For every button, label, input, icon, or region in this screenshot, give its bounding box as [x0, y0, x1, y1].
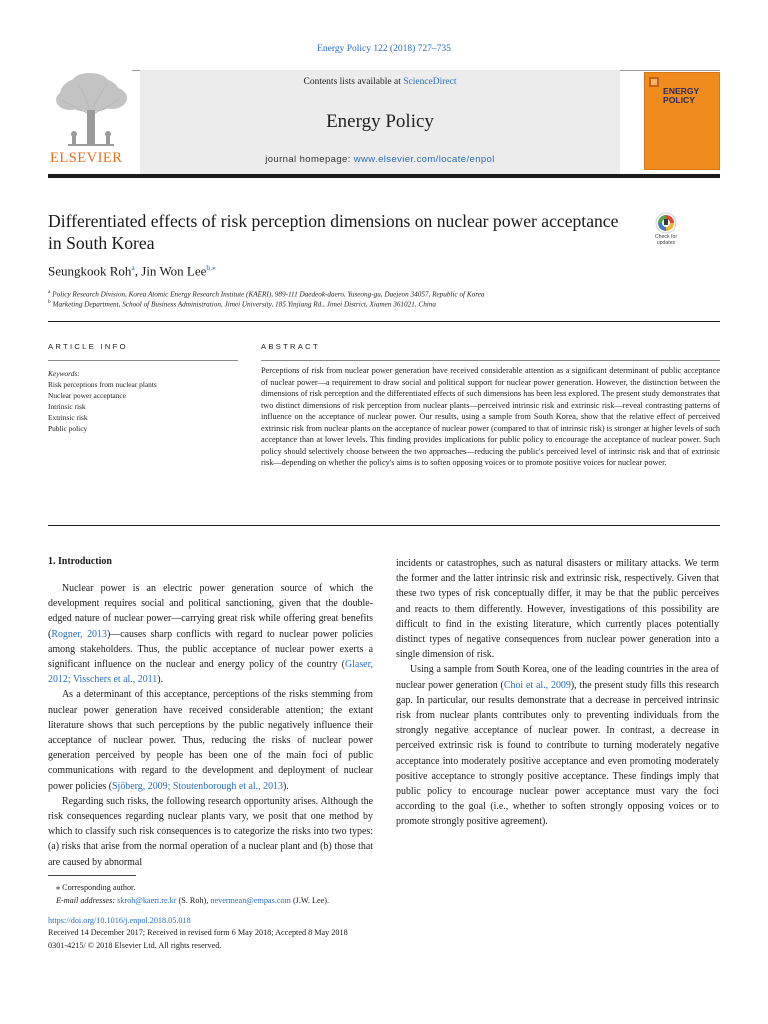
journal-name: Energy Policy: [326, 111, 434, 132]
article-title: Differentiated effects of risk perception dimensions on nuclear power acceptance in South Korea: [48, 211, 619, 253]
author-name: Seungkook Roh: [48, 263, 132, 279]
affiliation-b: [48, 299, 436, 308]
doi-link[interactable]: https://doi.org/10.1016/j.enpol.2018.05.018: [48, 916, 191, 925]
citation-link[interactable]: Choi et al., 2009: [503, 679, 571, 691]
journal-reference[interactable]: Energy Policy 122 (2018) 727–735: [317, 44, 451, 54]
author-name: Jin Won Lee: [141, 263, 207, 279]
journal-cover-thumbnail[interactable]: [644, 72, 720, 170]
masthead-bottom-rule: [48, 174, 720, 178]
keywords-label: Keywords:: [48, 369, 80, 378]
check-updates-label: [648, 235, 684, 246]
check-updates-line-1: Check for: [654, 234, 678, 240]
received-dates: Received 14 December 2017; Received in revised form 6 May 2018; Accepted 8 May 2018: [48, 928, 348, 938]
abstract-divider: [48, 525, 720, 526]
affiliation-text: Policy Research Division, Korea Atomic Energy Research Institute (KAERI), 989-111 Daedeok-daero, Yuseong-gu, Daejeon 34057, Republic of Korea: [50, 290, 485, 299]
body-paragraph: Regarding such risks, the following research opportunity arises. Although the risk consequences regarding nuclear plants vary, we posit that one method by which to classify such risk consequences is to categorize the risks into two types: (a) risks that arise from the normal operation of a nuclear plant and (b) those that are caused by abnormal: [48, 795, 373, 868]
contents-prefix: Contents lists available at: [303, 77, 404, 87]
abstract-text: Perceptions of risk from nuclear power generation have received considerable attention as a significant determinant of public acceptance of nuclear power—a requirement to draw social and political support for nuclear power generation. However, the distinction between the dimensions of risk perception and the differentiated effects of such dimensions has been less explored. The present study demonstrates that two distinct dimensions of risk perception from nuclear plants—perceived intrinsic risk and extrinsic risk—reveal contrasting patterns of influence on the acceptance of nuclear power. Our results, using a sample from South Korea, show that the relative effect of perceived extrinsic risk from nuclear plants on the acceptance of nuclear power (compared to that of intrinsic risk) is stronger at higher levels of such acceptance than at lower levels. This finding provides implications for public policy to encourage the acceptance of nuclear power. Such policy should selectively choose between the two approaches—reducing the public's perceived level of intrinsic risk and that of extrinsic risk—depending on whether the policy's aims is to soften opposing voices or to promote positive voices for nuclear power.: [261, 366, 720, 468]
abstract-heading: ABSTRACT: [261, 342, 320, 351]
affiliation-marker: a: [48, 289, 51, 295]
elsevier-tree-icon: [48, 70, 132, 150]
header-divider: [48, 321, 720, 322]
author-affiliation-marker[interactable]: a: [131, 263, 135, 272]
homepage-line: [140, 154, 620, 165]
cover-title-line-2: POLICY: [663, 95, 695, 105]
body-paragraph: [48, 687, 373, 793]
affiliation-marker: b: [48, 299, 51, 305]
homepage-prefix: journal homepage:: [265, 154, 354, 165]
body-column-right: [396, 556, 719, 830]
contents-line: [140, 77, 620, 87]
article-info-heading: ARTICLE INFO: [48, 342, 128, 351]
email-link[interactable]: skroh@kaeri.re.kr: [117, 895, 177, 905]
affiliation-a: [48, 289, 485, 298]
paragraph-text: ).: [157, 674, 164, 686]
keyword-item: Risk perceptions from nuclear plants: [48, 379, 157, 389]
author-affiliation-marker[interactable]: b,⁎: [206, 263, 216, 272]
masthead: [48, 70, 720, 174]
paragraph-text: ).: [282, 780, 289, 792]
article-info-rule: [48, 360, 238, 361]
author-list: [48, 263, 216, 279]
sciencedirect-link[interactable]: ScienceDirect: [403, 77, 457, 87]
cover-title: [663, 87, 699, 105]
body-paragraph: [396, 662, 719, 829]
email-owner: (J.W. Lee).: [290, 895, 330, 905]
author-separator: ,: [134, 263, 142, 279]
abstract-rule: [261, 360, 720, 361]
body-column-left: [48, 573, 373, 870]
check-for-updates-badge[interactable]: [648, 212, 684, 252]
footnote-rule: [48, 875, 136, 876]
journal-header-box: [140, 70, 620, 174]
homepage-link[interactable]: www.elsevier.com/locate/enpol: [353, 154, 495, 165]
email-footnote: [48, 895, 468, 908]
paragraph-text: Using a sample from South Korea, one of the leading countries in the area of nuclear power generation (: [396, 664, 719, 691]
paragraph-text: ), the present study fills this research gap. In particular, our results demonstrate that a decrease in perceived intrinsic risk from nuclear plants contributes only to preventing individuals from the strongly negative acceptance of nuclear power. In contrast, a decrease in perceived extrinsic risk is found to contribute to turning moderately negative acceptance into moderately positive acceptance and even promoting moderately positive acceptance to strongly positive acceptance. These findings imply that public policy to encourage nuclear power acceptance must vary the foci according to the goal (i.e., whether to soften strongly opposing voices or to promote strongly positive agreement).: [396, 679, 719, 828]
paragraph-text: Nuclear power is an electric power generation source of which the development requires social and political sanctioning, given that the double-edged nature of nuclear power—carrying great risk while offering great benefits (: [48, 583, 373, 640]
keyword-item: Intrinsic risk: [48, 401, 86, 411]
publisher-wordmark: ELSEVIER: [50, 150, 123, 166]
elsevier-logo[interactable]: [48, 70, 136, 174]
paragraph-text: As a determinant of this acceptance, perceptions of the risks stemming from nuclear power generation have received considerable attention; the extant literature shows that such perceptions by the public negatively influence their acceptance of nuclear power. Thus, reducing the risks of nuclear power generation perceived by people has been one of the main foci of public communications with regard to the development and deployment of nuclear power policies (: [48, 689, 373, 792]
email-owner: (S. Roh),: [176, 895, 211, 905]
cover-title-line-1: ENERGY: [663, 86, 700, 96]
body-paragraph: [48, 581, 373, 687]
keyword-item: Public policy: [48, 423, 88, 433]
section-heading-introduction: 1. Introduction: [48, 556, 112, 567]
copyright-line: 0301-4215/ © 2018 Elsevier Ltd. All rights reserved.: [48, 940, 222, 950]
keyword-item: Nuclear power acceptance: [48, 390, 126, 400]
check-updates-icon: [655, 212, 677, 234]
keywords-block: [48, 369, 238, 434]
body-paragraph: incidents or catastrophes, such as natural disasters or military attacks. We term the former and the latter intrinsic risk and extrinsic risk, respectively. Given that these two types of risk conceptually differ, it may be that the public perceives and reacts to them differently. However, investigations of this possibility are difficult to find in the existing literature, which currently places potentially distinct types of negative consequences from nuclear power generation into a single dimension of risk.: [396, 558, 719, 661]
paragraph-text: )—causes sharp conflicts with regard to nuclear power policies among stakeholders. Thus, the public acceptance of nuclear power exerts a significant influence on the nuclear and energy policy of the country (: [48, 628, 373, 671]
check-updates-line-2: updates: [656, 239, 676, 246]
citation-link[interactable]: Sjöberg, 2009; Stoutenborough et al., 2013: [112, 780, 283, 792]
email-label: E-mail addresses:: [56, 895, 118, 905]
affiliation-text: Marketing Department, School of Business Administration, Jimei University, 185 Yinjiang Rd., Jimei District, Xiamen 361021, China: [50, 300, 436, 309]
citation-link[interactable]: Rogner, 2013: [51, 628, 107, 640]
corresponding-author-note: ⁎ Corresponding author.: [56, 883, 136, 892]
publication-info: [48, 915, 548, 952]
cover-emblem-icon: [649, 77, 659, 87]
footnotes: [48, 882, 468, 907]
citation-link[interactable]: Glaser, 2012; Visschers et al., 2011: [48, 659, 373, 686]
email-link[interactable]: nevermean@empas.com: [210, 895, 291, 905]
keyword-item: Extrinsic risk: [48, 412, 88, 422]
